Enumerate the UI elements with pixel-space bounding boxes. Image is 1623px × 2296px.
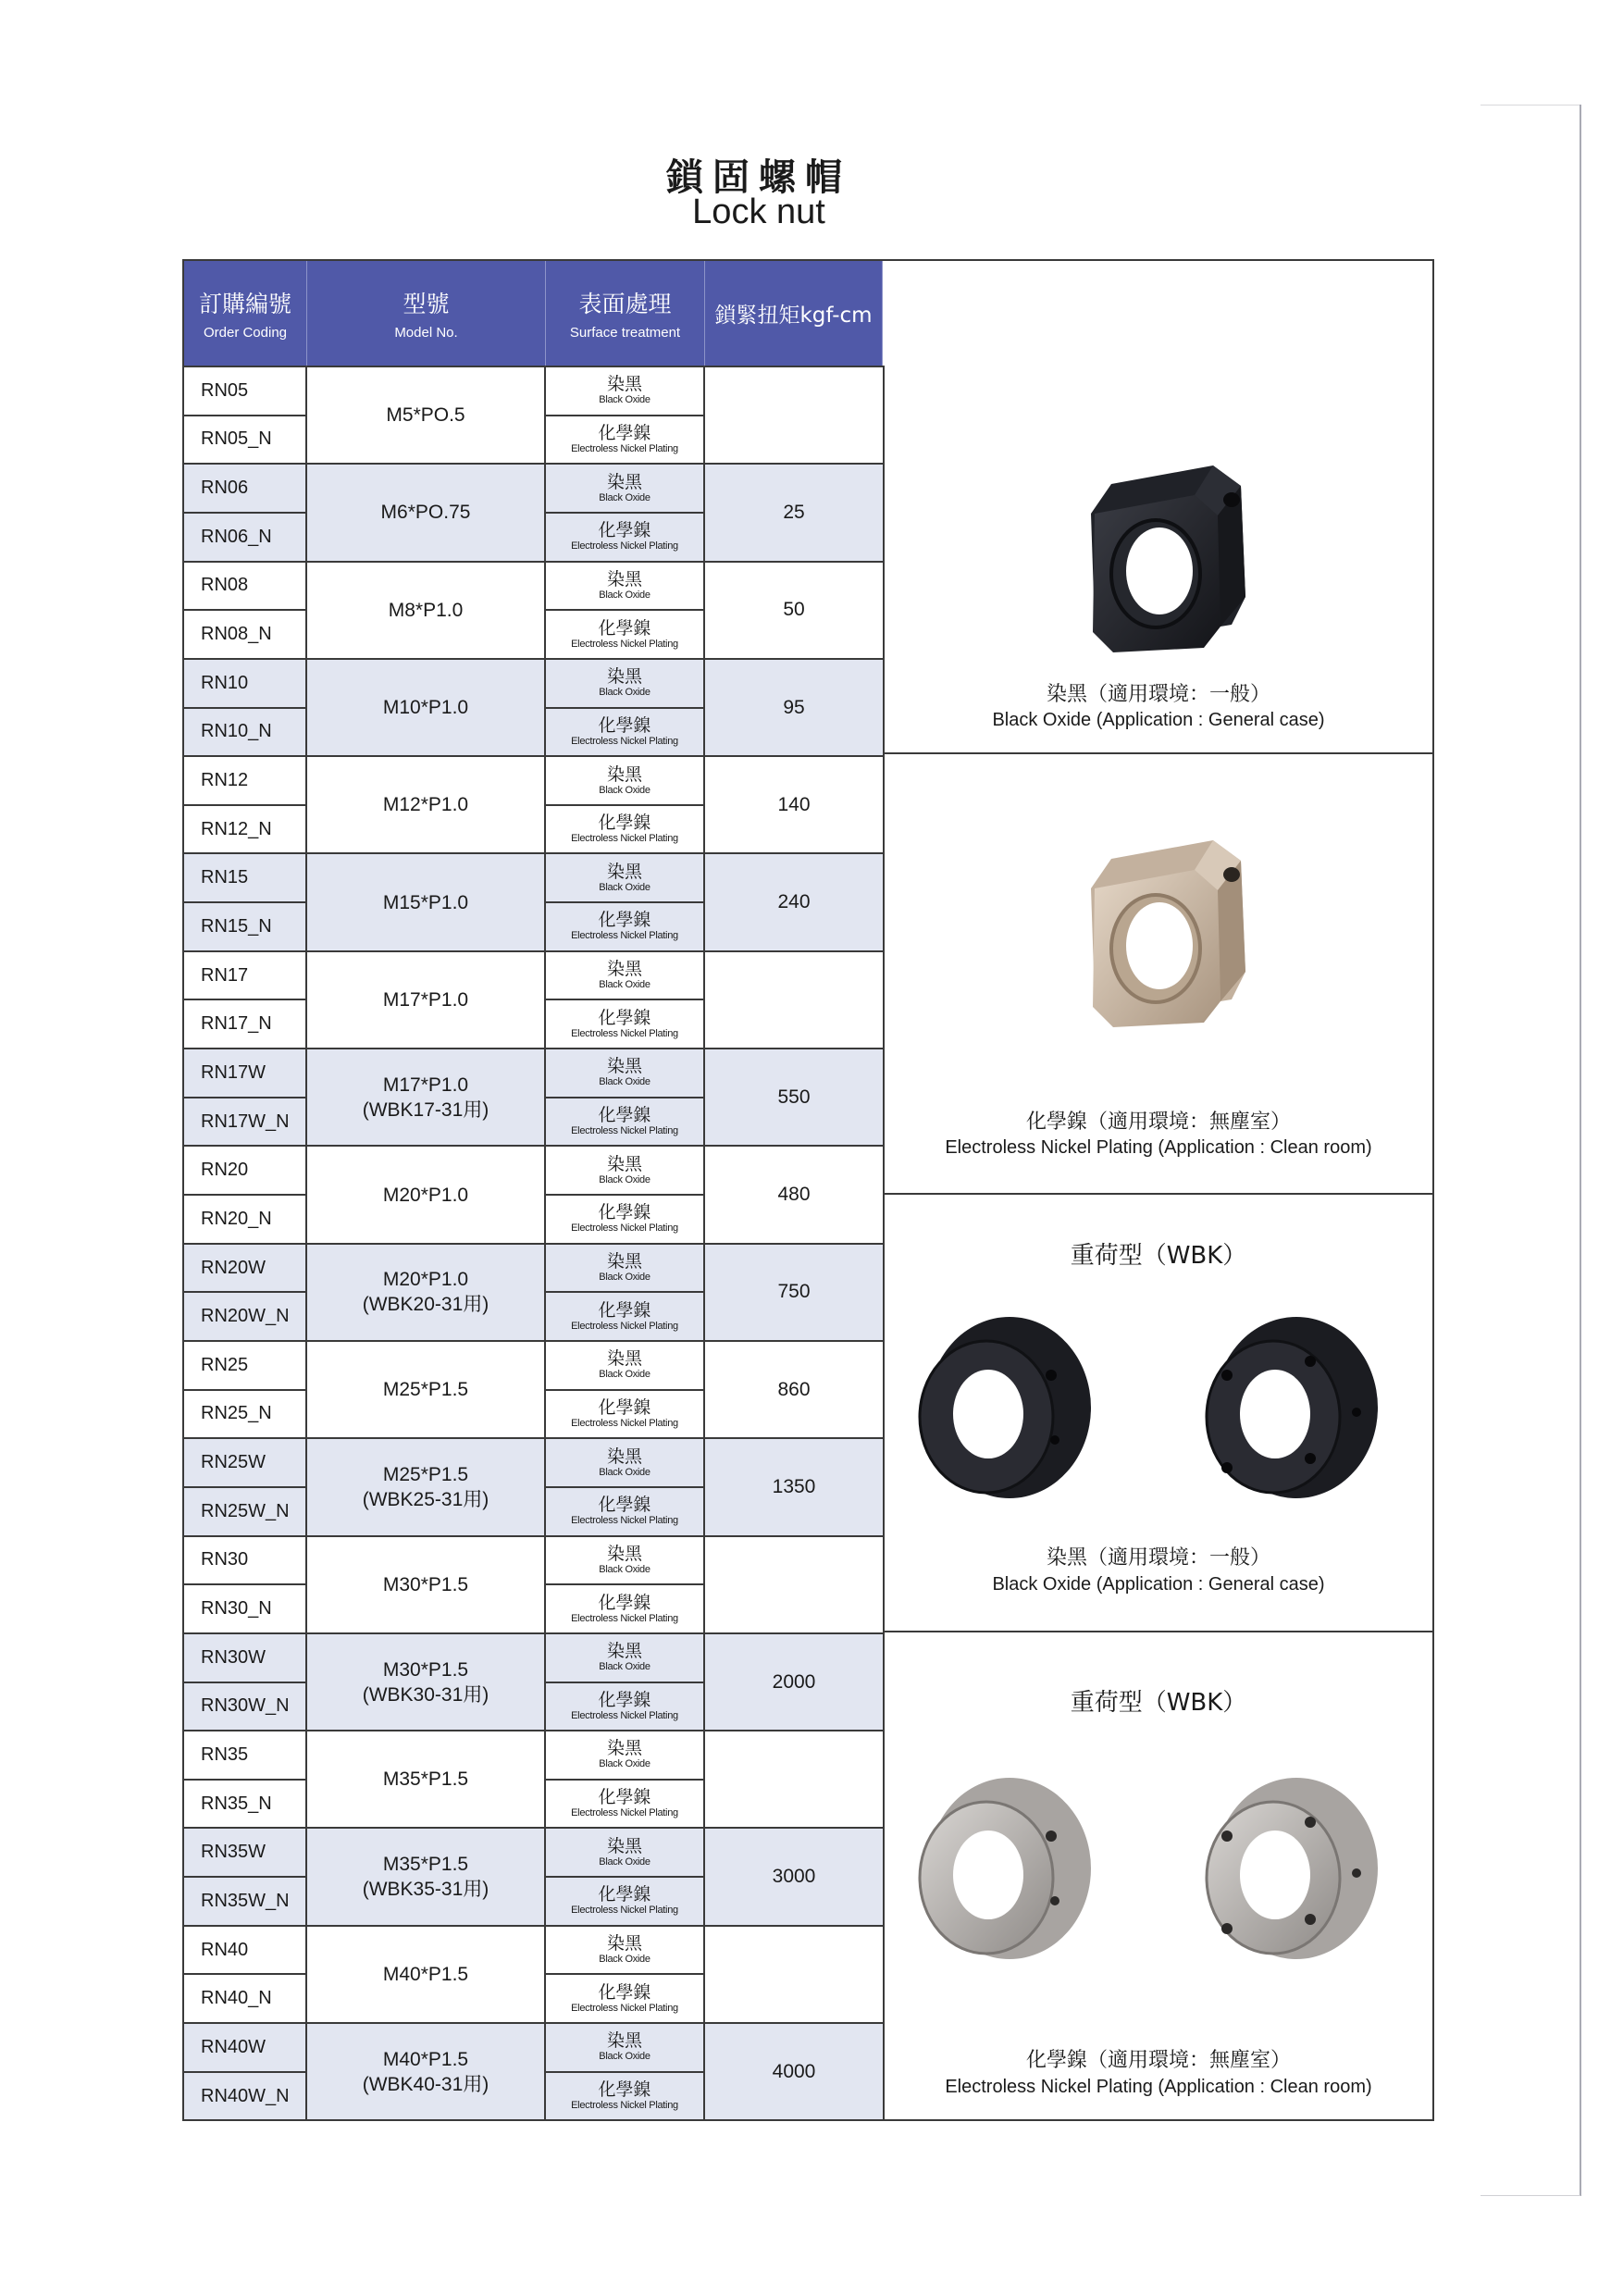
surface-cell — [546, 952, 705, 1048]
black-square-lock-nut-image — [1056, 458, 1278, 662]
panel-caption-en: Black Oxide (Application : General case) — [992, 710, 1325, 730]
panel-caption-zh: 化學鎳（適用環境：無塵室） — [1025, 1111, 1291, 1134]
torque-value: 4000 — [772, 2060, 816, 2082]
order-code-nickel: RN06_N — [184, 512, 305, 561]
order-code: RN17W — [201, 1061, 266, 1083]
surface-electroless-nickel: 化學鎳 Electroless Nickel Plating — [546, 1876, 703, 1925]
table-row-group — [184, 463, 883, 560]
torque-value — [705, 1731, 883, 1827]
nickel-round-wbk-lock-nuts-image — [912, 1771, 1412, 1966]
torque-value: 50 — [783, 599, 805, 621]
order-codes-cell — [184, 1342, 307, 1437]
model-cell — [307, 1147, 546, 1242]
table-row-group — [184, 1925, 883, 2022]
surface-electroless-nickel: 化學鎳 Electroless Nickel Plating — [546, 1779, 703, 1828]
torque-value: 240 — [777, 891, 811, 913]
surface-black-oxide: 染黑 Black Oxide — [599, 1641, 650, 1673]
order-code-nickel: RN25_N — [184, 1389, 305, 1438]
torque-value: 480 — [777, 1184, 811, 1206]
surface-black-oxide: 染黑 Black Oxide — [599, 471, 650, 503]
torque-value: 25 — [783, 501, 805, 523]
model-cell — [307, 854, 546, 949]
surface-cell — [546, 563, 705, 658]
page-edge-bottom — [1481, 2195, 1580, 2196]
surface-black-oxide: 染黑 Black Oxide — [599, 1933, 650, 1966]
table-row-group — [184, 950, 883, 1048]
order-code: RN12 — [201, 770, 249, 791]
lock-nut-spec-table — [182, 259, 1434, 2121]
model-compat: (WBK25-31用) — [362, 1488, 489, 1510]
surface-cell — [546, 1537, 705, 1632]
order-code: RN10 — [201, 672, 249, 693]
model-cell — [307, 1927, 546, 2022]
page-title-zh: 鎖固螺帽 — [666, 156, 851, 199]
torque-value: 95 — [783, 696, 805, 718]
model-no: M17*P1.0 — [382, 988, 469, 1011]
order-code: RN15 — [201, 867, 249, 888]
nickel-square-lock-nut-image — [1056, 833, 1278, 1036]
surface-black-oxide: 染黑 Black Oxide — [599, 1738, 650, 1770]
model-no: M17*P1.0 — [382, 1074, 469, 1096]
torque-value: 2000 — [772, 1670, 816, 1693]
model-no: M35*P1.5 — [382, 1769, 469, 1791]
surface-electroless-nickel: 化學鎳 Electroless Nickel Plating — [546, 1194, 703, 1243]
model-cell — [307, 563, 546, 658]
order-code: RN35 — [201, 1744, 249, 1765]
order-code-nickel: RN35_N — [184, 1779, 305, 1828]
order-code-nickel: RN30_N — [184, 1583, 305, 1632]
order-codes-cell — [184, 2024, 307, 2119]
model-cell — [307, 2024, 546, 2119]
surface-cell — [546, 2024, 705, 2119]
surface-electroless-nickel: 化學鎳 Electroless Nickel Plating — [546, 804, 703, 853]
order-codes-cell — [184, 465, 307, 560]
model-no: M40*P1.5 — [382, 2048, 469, 2070]
order-code-nickel: RN20W_N — [184, 1291, 305, 1340]
table-row-group — [184, 1243, 883, 1340]
surface-cell — [546, 1439, 705, 1534]
table-header — [184, 261, 1432, 366]
model-cell — [307, 1342, 546, 1437]
surface-cell — [546, 1049, 705, 1145]
table-row-group — [184, 2022, 883, 2119]
order-code-nickel: RN15_N — [184, 901, 305, 950]
model-cell — [307, 757, 546, 852]
surface-electroless-nickel: 化學鎳 Electroless Nickel Plating — [546, 999, 703, 1048]
torque-value: 750 — [777, 1281, 811, 1303]
model-cell — [307, 660, 546, 755]
table-row-group — [184, 1340, 883, 1437]
order-code: RN06 — [201, 478, 249, 499]
panel-black-oxide-wbk — [885, 1193, 1432, 1631]
order-code-nickel: RN05_N — [184, 415, 305, 464]
model-cell — [307, 1439, 546, 1534]
surface-electroless-nickel: 化學鎳 Electroless Nickel Plating — [546, 415, 703, 464]
surface-cell — [546, 1634, 705, 1730]
surface-electroless-nickel: 化學鎳 Electroless Nickel Plating — [546, 1583, 703, 1632]
model-compat: (WBK35-31用) — [362, 1879, 489, 1901]
surface-cell — [546, 1245, 705, 1340]
order-codes-cell — [184, 563, 307, 658]
order-code-nickel: RN40_N — [184, 1973, 305, 2022]
order-code: RN30 — [201, 1549, 249, 1570]
surface-black-oxide: 染黑 Black Oxide — [599, 959, 650, 991]
surface-black-oxide: 染黑 Black Oxide — [599, 1543, 650, 1575]
surface-cell — [546, 1147, 705, 1242]
panel-nickel-wbk — [885, 1631, 1432, 2119]
header-order-coding: 訂購編號 Order Coding — [184, 261, 307, 366]
order-code-nickel: RN08_N — [184, 609, 305, 658]
model-no: M20*P1.0 — [382, 1184, 469, 1206]
panel-black-oxide-standard — [885, 366, 1432, 752]
surface-electroless-nickel: 化學鎳 Electroless Nickel Plating — [546, 901, 703, 950]
surface-black-oxide: 染黑 Black Oxide — [599, 666, 650, 699]
model-compat: (WBK30-31用) — [362, 1683, 489, 1706]
model-cell — [307, 952, 546, 1048]
surface-cell — [546, 757, 705, 852]
order-code-nickel: RN17W_N — [184, 1097, 305, 1146]
order-code: RN40W — [201, 2036, 266, 2057]
table-body — [184, 366, 1432, 2119]
order-code: RN25W — [201, 1452, 266, 1473]
model-no: M12*P1.0 — [382, 794, 469, 816]
panel-caption-zh: 化學鎳（適用環境：無塵室） — [1025, 2049, 1291, 2072]
order-code-nickel: RN10_N — [184, 707, 305, 756]
header-image-blank — [883, 261, 1432, 366]
panel-nickel-standard — [885, 752, 1432, 1193]
order-code: RN40 — [201, 1939, 249, 1960]
order-code: RN17 — [201, 964, 249, 986]
table-row-group — [184, 1437, 883, 1534]
table-row-group — [184, 561, 883, 658]
surface-electroless-nickel: 化學鎳 Electroless Nickel Plating — [546, 1682, 703, 1731]
model-no: M6*PO.75 — [380, 502, 471, 524]
torque-value: 3000 — [772, 1866, 816, 1888]
surface-electroless-nickel: 化學鎳 Electroless Nickel Plating — [546, 512, 703, 561]
panel-caption-zh: 染黑（適用環境：一般） — [1046, 683, 1270, 706]
order-code: RN25 — [201, 1354, 249, 1375]
torque-value — [705, 952, 883, 1048]
surface-electroless-nickel: 化學鎳 Electroless Nickel Plating — [546, 1389, 703, 1438]
order-code-nickel: RN30W_N — [184, 1682, 305, 1731]
order-codes-cell — [184, 1439, 307, 1534]
surface-black-oxide: 染黑 Black Oxide — [599, 568, 650, 601]
surface-cell — [546, 1731, 705, 1827]
surface-electroless-nickel: 化學鎳 Electroless Nickel Plating — [546, 1097, 703, 1146]
model-no: M25*P1.5 — [382, 1463, 469, 1485]
model-cell — [307, 1731, 546, 1827]
surface-black-oxide: 染黑 Black Oxide — [599, 1348, 650, 1381]
table-row-group — [184, 1632, 883, 1730]
order-code: RN20 — [201, 1160, 249, 1181]
surface-black-oxide: 染黑 Black Oxide — [599, 763, 650, 796]
order-code: RN08 — [201, 575, 249, 596]
torque-value: 140 — [777, 793, 811, 815]
order-code-nickel: RN12_N — [184, 804, 305, 853]
model-no: M25*P1.5 — [382, 1379, 469, 1401]
order-codes-cell — [184, 1731, 307, 1827]
table-row-group — [184, 1827, 883, 1924]
panel-caption-en: Electroless Nickel Plating (Application : Clean room) — [945, 1137, 1372, 1158]
torque-value: 1350 — [772, 1475, 816, 1497]
table-row-group — [184, 366, 883, 463]
order-code: RN30W — [201, 1646, 266, 1668]
model-cell — [307, 367, 546, 463]
order-code-nickel: RN35W_N — [184, 1876, 305, 1925]
order-codes-cell — [184, 854, 307, 949]
model-cell — [307, 465, 546, 560]
order-codes-cell — [184, 367, 307, 463]
surface-cell — [546, 1829, 705, 1924]
order-codes-cell — [184, 1245, 307, 1340]
header-torque: 鎖緊扭矩kgf-cm — [705, 261, 883, 366]
table-row-group — [184, 1048, 883, 1145]
surface-black-oxide: 染黑 Black Oxide — [599, 1835, 650, 1868]
torque-value: 860 — [777, 1378, 811, 1400]
surface-black-oxide: 染黑 Black Oxide — [599, 1153, 650, 1185]
table-row-group — [184, 1145, 883, 1242]
order-code: RN35W — [201, 1842, 266, 1863]
model-cell — [307, 1829, 546, 1924]
table-row-group — [184, 1730, 883, 1827]
panel-heading: 重荷型（WBK） — [1070, 1689, 1247, 1717]
model-compat: (WBK20-31用) — [362, 1294, 489, 1316]
order-codes-cell — [184, 1537, 307, 1632]
model-no: M8*P1.0 — [388, 599, 464, 621]
panel-caption-en: Electroless Nickel Plating (Application : Clean room) — [945, 2077, 1372, 2097]
surface-cell — [546, 367, 705, 463]
table-row-group — [184, 658, 883, 755]
table-row-group — [184, 755, 883, 852]
table-row-group — [184, 1535, 883, 1632]
surface-electroless-nickel: 化學鎳 Electroless Nickel Plating — [546, 2071, 703, 2120]
model-cell — [307, 1245, 546, 1340]
surface-electroless-nickel: 化學鎳 Electroless Nickel Plating — [546, 1291, 703, 1340]
panel-heading: 重荷型（WBK） — [1070, 1242, 1247, 1270]
order-codes-cell — [184, 1634, 307, 1730]
order-codes-cell — [184, 660, 307, 755]
torque-value: 550 — [777, 1086, 811, 1108]
torque-value — [705, 367, 883, 463]
surface-electroless-nickel: 化學鎳 Electroless Nickel Plating — [546, 707, 703, 756]
surface-cell — [546, 1342, 705, 1437]
surface-black-oxide: 染黑 Black Oxide — [599, 1251, 650, 1283]
surface-black-oxide: 染黑 Black Oxide — [599, 1056, 650, 1088]
order-code-nickel: RN40W_N — [184, 2071, 305, 2120]
black-round-wbk-lock-nuts-image — [912, 1310, 1412, 1505]
product-images-column — [883, 366, 1432, 2119]
surface-cell — [546, 1927, 705, 2022]
order-code-nickel: RN25W_N — [184, 1486, 305, 1535]
order-codes-cell — [184, 1829, 307, 1924]
header-model-no: 型號 Model No. — [307, 261, 546, 366]
order-code: RN05 — [201, 379, 249, 401]
model-compat: (WBK40-31用) — [362, 2073, 489, 2095]
order-code-nickel: RN20_N — [184, 1194, 305, 1243]
torque-value — [705, 1537, 883, 1632]
surface-black-oxide: 染黑 Black Oxide — [599, 1446, 650, 1478]
model-no: M35*P1.5 — [382, 1854, 469, 1876]
model-no: M15*P1.0 — [382, 891, 469, 913]
model-no: M10*P1.0 — [382, 697, 469, 719]
surface-electroless-nickel: 化學鎳 Electroless Nickel Plating — [546, 1486, 703, 1535]
page-edge-right — [1580, 105, 1581, 2196]
model-no: M20*P1.0 — [382, 1269, 469, 1291]
order-code: RN20W — [201, 1257, 266, 1278]
order-code-nickel: RN17_N — [184, 999, 305, 1048]
surface-black-oxide: 染黑 Black Oxide — [599, 374, 650, 406]
page-title-en: Lock nut — [692, 192, 825, 231]
surface-cell — [546, 465, 705, 560]
order-codes-cell — [184, 757, 307, 852]
order-codes-cell — [184, 1049, 307, 1145]
model-no: M5*PO.5 — [386, 404, 465, 427]
order-codes-cell — [184, 1927, 307, 2022]
model-cell — [307, 1049, 546, 1145]
torque-value — [705, 1927, 883, 2022]
surface-black-oxide: 染黑 Black Oxide — [599, 861, 650, 893]
order-codes-cell — [184, 1147, 307, 1242]
model-no: M30*P1.5 — [382, 1658, 469, 1681]
panel-caption-en: Black Oxide (Application : General case) — [992, 1574, 1325, 1595]
surface-black-oxide: 染黑 Black Oxide — [599, 2030, 650, 2063]
header-surface-treatment: 表面處理 Surface treatment — [546, 261, 705, 366]
surface-cell — [546, 660, 705, 755]
spec-rows — [184, 366, 883, 2119]
model-cell — [307, 1634, 546, 1730]
model-no: M40*P1.5 — [382, 1963, 469, 1985]
surface-electroless-nickel: 化學鎳 Electroless Nickel Plating — [546, 1973, 703, 2022]
surface-cell — [546, 854, 705, 949]
order-codes-cell — [184, 952, 307, 1048]
surface-electroless-nickel: 化學鎳 Electroless Nickel Plating — [546, 609, 703, 658]
model-cell — [307, 1537, 546, 1632]
table-row-group — [184, 852, 883, 949]
model-no: M30*P1.5 — [382, 1573, 469, 1595]
panel-caption-zh: 染黑（適用環境：一般） — [1046, 1546, 1270, 1570]
model-compat: (WBK17-31用) — [362, 1098, 489, 1121]
